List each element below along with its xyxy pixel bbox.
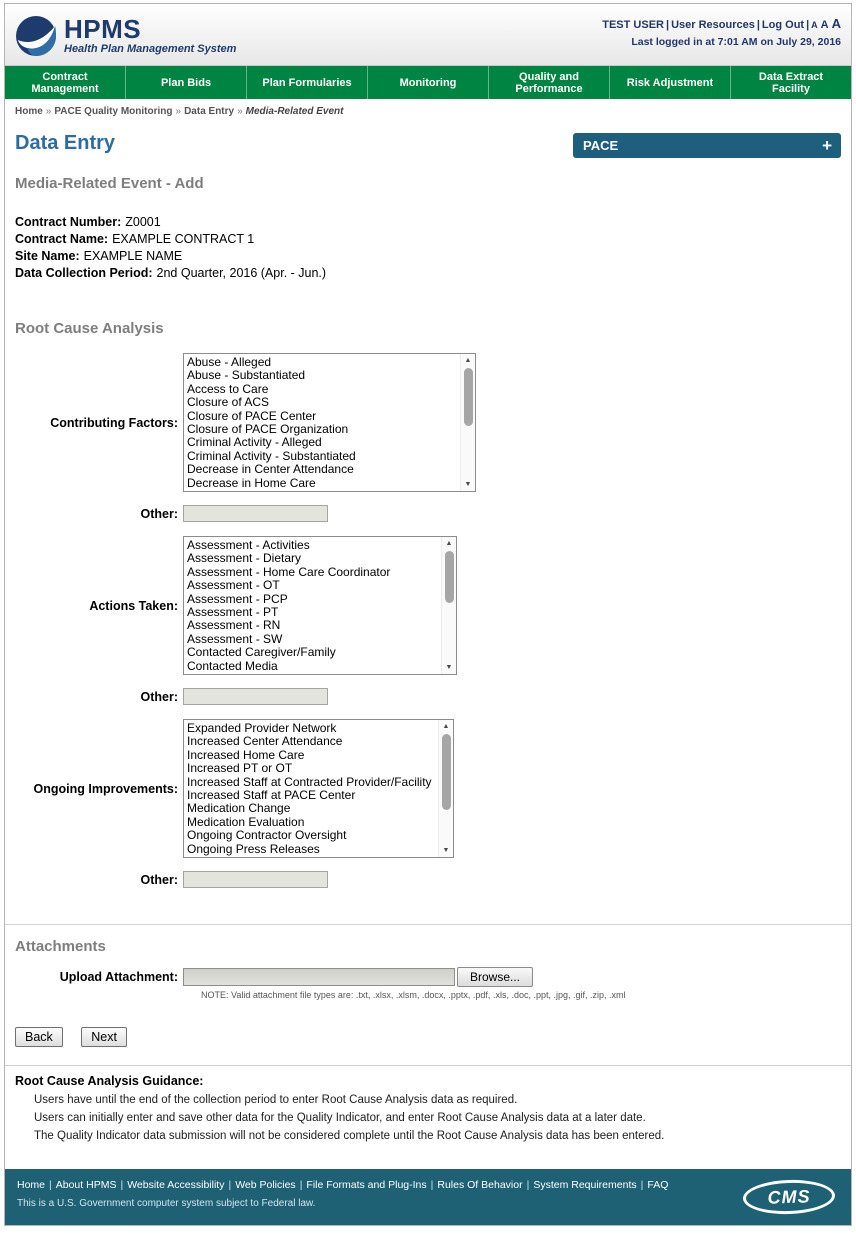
nav-plan-bids[interactable]: Plan Bids [126, 66, 247, 99]
footer-link-file-formats[interactable]: File Formats and Plug-Ins [306, 1179, 427, 1191]
form-actions [5, 1027, 851, 1047]
guidance-heading: Root Cause Analysis Guidance: [15, 1074, 204, 1088]
detail-site-name [15, 248, 841, 265]
separator: | [228, 1179, 232, 1191]
list-option[interactable]: Increased Staff at PACE Center [187, 788, 356, 803]
user-line [602, 16, 841, 31]
scroll-up-icon[interactable]: ▲ [442, 723, 450, 730]
scroll-down-icon[interactable]: ▼ [442, 847, 450, 854]
guidance-line: Users can initially enter and save other data for the Quality Indicator, and enter Root Cause Analysis data at a later date. [34, 1112, 646, 1124]
scrollbar-thumb[interactable] [464, 368, 473, 426]
header [5, 4, 851, 66]
hpms-logo[interactable] [15, 10, 236, 61]
list-option[interactable]: Assessment - RN [187, 618, 281, 633]
pace-panel-label: PACE [583, 138, 619, 153]
list-option[interactable]: Decrease in Home Care [187, 475, 316, 490]
nav-monitoring[interactable]: Monitoring [368, 66, 489, 99]
list-option[interactable]: Medication Evaluation [187, 814, 305, 829]
log-out-link[interactable]: Log Out [761, 19, 805, 31]
breadcrumb-current-page: Media-Related Event [245, 106, 344, 117]
list-option[interactable]: Increased Staff at Contracted Provider/Facility [187, 774, 432, 789]
separator: | [430, 1179, 434, 1191]
breadcrumb-data-entry[interactable]: Data Entry [184, 106, 235, 117]
cms-logo-text: CMS [767, 1185, 811, 1208]
list-option[interactable]: Increased Home Care [187, 747, 305, 762]
footer-link-web-policies[interactable]: Web Policies [235, 1179, 296, 1191]
user-name: TEST USER [602, 19, 664, 31]
separator: | [299, 1179, 303, 1191]
list-option[interactable]: Decrease in Center Attendance [187, 462, 354, 477]
actions-taken-other-input[interactable] [183, 688, 328, 705]
detail-contract-name [15, 231, 841, 248]
list-option[interactable]: Assessment - Home Care Coordinator [187, 564, 391, 579]
scrollbar[interactable] [441, 537, 456, 674]
scrollbar-thumb[interactable] [445, 551, 454, 603]
detail-label: Contract Name: [15, 232, 109, 246]
nav-contract-management[interactable]: Contract Management [5, 66, 126, 99]
scrollbar[interactable] [460, 354, 475, 491]
footer [5, 1169, 851, 1225]
hpms-page [4, 3, 852, 1226]
separator: | [665, 19, 670, 31]
upload-attachment-row [5, 967, 851, 987]
list-option[interactable]: Expanded Provider Network [187, 721, 337, 735]
logo-tagline: Health Plan Management System [64, 43, 237, 55]
separator: | [526, 1179, 530, 1191]
nav-risk-adjustment[interactable]: Risk Adjustment [610, 66, 731, 99]
ongoing-improvements-listbox[interactable] [183, 719, 454, 858]
detail-value: EXAMPLE CONTRACT 1 [112, 232, 255, 246]
list-option[interactable]: Contacted Caregiver/Family [187, 645, 336, 660]
guidance-line: The Quality Indicator data submission will not be considered complete until the Root Cause Analysis data has been entered. [34, 1130, 665, 1142]
user-resources-link[interactable]: User Resources [671, 19, 755, 31]
font-size-medium-button[interactable]: A [820, 19, 829, 31]
logo-acronym: HPMS [64, 14, 142, 44]
other-label: Other: [140, 506, 178, 521]
scroll-down-icon[interactable]: ▼ [445, 664, 453, 671]
footer-link-system-requirements[interactable]: System Requirements [533, 1179, 637, 1191]
attachments-heading: Attachments [15, 938, 106, 955]
list-option[interactable]: Closure of PACE Organization [187, 422, 349, 437]
list-option[interactable]: Closure of ACS [187, 395, 270, 410]
nav-plan-formularies[interactable]: Plan Formularies [247, 66, 368, 99]
pace-accordion-header[interactable] [573, 133, 841, 158]
list-option[interactable]: Contacted Media [187, 658, 278, 673]
list-option[interactable]: Medication Change [187, 801, 291, 816]
contributing-factors-row [5, 353, 851, 492]
upload-attachment-label: Upload Attachment: [59, 970, 178, 984]
ongoing-improvements-label: Ongoing Improvements: [33, 781, 178, 796]
font-size-small-button[interactable]: A [811, 20, 818, 30]
ongoing-improvements-options [184, 720, 438, 857]
title-row [5, 120, 851, 158]
breadcrumb-separator: » [45, 106, 52, 117]
ongoing-improvements-other-row [5, 871, 851, 888]
breadcrumb-separator: » [175, 106, 182, 117]
contributing-factors-label: Contributing Factors: [50, 415, 178, 430]
hpms-globe-icon [15, 15, 57, 57]
back-button[interactable]: Back [15, 1027, 63, 1047]
breadcrumb [5, 99, 851, 120]
contributing-factors-other-row [5, 505, 851, 522]
detail-value: EXAMPLE NAME [83, 249, 183, 263]
list-option[interactable]: Assessment - Activities [187, 538, 310, 552]
footer-link-website-accessibility[interactable]: Website Accessibility [127, 1179, 225, 1191]
scrollbar-thumb[interactable] [442, 734, 451, 810]
attachment-note: NOTE: Valid attachment file types are: .txt, .xlsx, .xlsm, .docx, .pptx, .pdf, .xls, .doc, .ppt, .jpg, .gif, .zip, .xml [201, 990, 626, 1000]
footer-disclaimer: This is a U.S. Government computer system subject to Federal law. [17, 1198, 316, 1209]
logo-text [64, 16, 236, 55]
nav-quality-and-performance[interactable]: Quality and Performance [489, 66, 610, 99]
list-option[interactable]: Closure of PACE Center [187, 408, 317, 423]
scroll-up-icon[interactable]: ▲ [445, 540, 453, 547]
separator: | [640, 1179, 644, 1191]
scrollbar-track[interactable] [461, 367, 475, 478]
list-option[interactable]: Criminal Activity - Alleged [187, 435, 322, 450]
main-nav [5, 66, 851, 99]
last-login-text: Last logged in at 7:01 AM on July 29, 2016 [631, 36, 841, 48]
list-option[interactable]: Increased Center Attendance [187, 734, 343, 749]
list-option[interactable]: Assessment - PCP [187, 591, 288, 606]
next-button[interactable]: Next [81, 1027, 127, 1047]
footer-link-home[interactable]: Home [17, 1179, 46, 1191]
user-bar [602, 10, 841, 61]
actions-taken-row [5, 536, 851, 675]
detail-data-collection-period [15, 265, 841, 282]
contributing-factors-other-input[interactable] [183, 505, 328, 522]
footer-link-faq[interactable]: FAQ [647, 1179, 669, 1191]
list-option[interactable]: Abuse - Alleged [187, 355, 272, 369]
detail-value: 2nd Quarter, 2016 (Apr. - Jun.) [156, 266, 327, 280]
root-cause-analysis-heading: Root Cause Analysis [15, 320, 164, 337]
contributing-factors-listbox[interactable] [183, 353, 476, 492]
page-subtitle: Media-Related Event - Add [15, 175, 204, 192]
detail-value: Z0001 [125, 215, 161, 229]
section-divider [5, 924, 851, 925]
separator: | [49, 1179, 52, 1191]
scrollbar-track[interactable] [439, 733, 453, 844]
scroll-up-icon[interactable]: ▲ [464, 357, 472, 364]
list-option[interactable]: Increased PT or OT [187, 761, 293, 776]
list-option[interactable]: Abuse - Substantiated [187, 368, 306, 383]
detail-label: Data Collection Period: [15, 266, 153, 280]
page-title: Data Entry [15, 132, 116, 154]
footer-link-about-hpms[interactable]: About HPMS [55, 1179, 117, 1191]
guidance-line: Users have until the end of the collection period to enter Root Cause Analysis data as required. [34, 1094, 518, 1106]
upload-attachment-input[interactable] [183, 968, 455, 986]
list-option[interactable]: Assessment - OT [187, 578, 280, 593]
list-option[interactable]: Access to Care [187, 381, 269, 396]
other-label: Other: [140, 872, 178, 887]
list-option[interactable]: Ongoing Contractor Oversight [187, 828, 347, 843]
contract-details [5, 214, 851, 282]
footer-link-rules-of-behavior[interactable]: Rules Of Behavior [437, 1179, 523, 1191]
separator: | [806, 19, 810, 31]
ongoing-improvements-other-input[interactable] [183, 871, 328, 888]
list-option[interactable]: Assessment - Dietary [187, 551, 302, 566]
scroll-down-icon[interactable]: ▼ [464, 481, 472, 488]
scrollbar-track[interactable] [442, 550, 456, 661]
actions-taken-other-row [5, 688, 851, 705]
actions-taken-label: Actions Taken: [89, 598, 178, 613]
actions-taken-options [184, 537, 441, 674]
nav-data-extract-facility[interactable]: Data Extract Facility [758, 70, 824, 95]
guidance-section [5, 1066, 851, 1142]
breadcrumb-pace-quality-monitoring[interactable]: PACE Quality Monitoring [54, 106, 173, 117]
breadcrumb-home[interactable]: Home [15, 106, 43, 117]
font-size-large-button[interactable]: A [831, 16, 841, 31]
breadcrumb-separator: » [237, 106, 243, 117]
other-label: Other: [140, 689, 178, 704]
detail-label: Site Name: [15, 249, 80, 263]
expand-plus-icon[interactable]: + [822, 135, 832, 155]
detail-contract-number [15, 214, 841, 231]
separator: | [756, 19, 760, 31]
ongoing-improvements-row [5, 719, 851, 858]
list-option[interactable]: Criminal Activity - Substantiated [187, 448, 356, 463]
browse-button[interactable]: Browse... [457, 967, 533, 987]
list-option[interactable]: Ongoing Press Releases [187, 841, 320, 856]
separator: | [120, 1179, 124, 1191]
detail-label: Contract Number: [15, 215, 122, 229]
scrollbar[interactable] [438, 720, 453, 857]
list-option[interactable]: Assessment - PT [187, 605, 279, 620]
footer-links [17, 1179, 839, 1191]
actions-taken-listbox[interactable] [183, 536, 457, 675]
contributing-factors-options [184, 354, 460, 491]
list-option[interactable]: Assessment - SW [187, 631, 283, 646]
